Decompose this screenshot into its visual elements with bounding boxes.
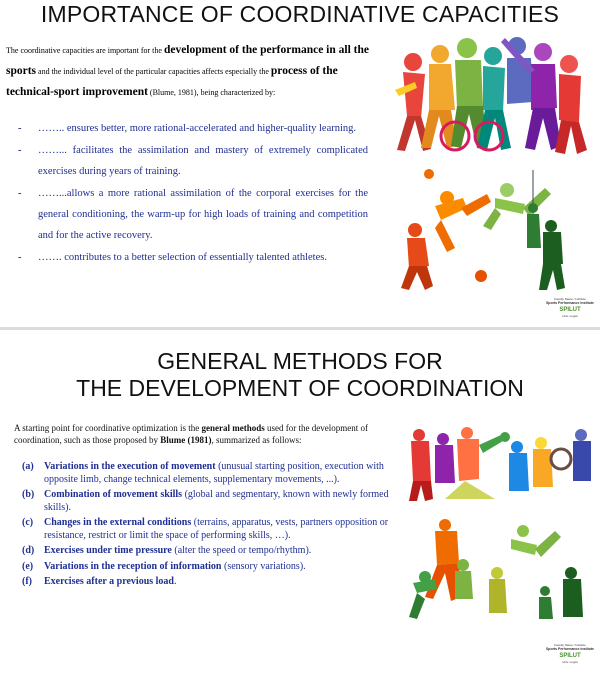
institute-logo: Faculty Name / Institute Sports Performance Institute SPILUT Univ. Logos (545, 297, 595, 318)
bullet-dash: - (18, 252, 22, 263)
list-item (6, 140, 368, 182)
institute-logo: Faculty Name / Institute Sports Performance Institute SPILUT Univ. Logos (545, 643, 595, 664)
athletes-action-illustration (405, 513, 590, 621)
item-label: (d) (22, 545, 35, 556)
bullet-text: ……. contributes to a better selection of essentially talented athletes. (38, 252, 327, 263)
slide-title-line-1: GENERAL METHODS FOR (157, 348, 443, 374)
item-heading: Combination of movement skills (44, 489, 183, 500)
list-item (22, 489, 390, 514)
slide-title-line-2: THE DEVELOPMENT OF COORDINATION (76, 375, 524, 401)
bullet-dash: - (18, 145, 22, 156)
intro-text-1: The coordinative capacities are important for the (6, 46, 164, 55)
item-label: (c) (22, 517, 34, 528)
list-item (22, 576, 390, 589)
athletes-collage-illustration (385, 30, 595, 158)
list-item (6, 118, 368, 139)
intro-bold-1: development of the performance in all the sports (6, 44, 369, 77)
item-detail: (alter the speed or tempo/rhythm). (171, 545, 312, 556)
intro-bold-2: process of the technical-sport improvement (6, 65, 338, 98)
item-detail: (terrains, apparatus, vests, partners opposition or resistance, restrict or limit the space of performing skills, …). (44, 517, 389, 541)
list-item (6, 183, 368, 246)
slide-title: IMPORTANCE OF COORDINATIVE CAPACITIES (40, 1, 560, 27)
intro-bold-2: Blume (1981) (160, 435, 212, 445)
item-detail: (global and segmentary, known with newly formed skills). (44, 489, 389, 513)
bullet-text: ……...allows a more rational assimilation of the corporal exercises for the general conditioning, the warm-up for high loads of training and competition and for the active recovery. (38, 188, 368, 241)
item-label: (f) (22, 576, 32, 587)
intro-paragraph (6, 40, 374, 103)
intro-text-3: (Blume, 1981), being characterized by: (147, 88, 276, 97)
bullet-dash: - (18, 188, 22, 199)
methods-list (22, 461, 390, 592)
intro-text-2: used for the development of coordination, such as those proposed by (14, 423, 368, 445)
list-item (6, 247, 368, 268)
list-item (22, 517, 390, 542)
item-heading: Exercises after a previous load (44, 576, 174, 587)
characteristics-list (6, 118, 368, 269)
item-detail: (sensory variations). (221, 560, 306, 572)
intro-paragraph (14, 422, 386, 446)
item-label: (a) (22, 461, 34, 472)
item-label: (e) (22, 560, 34, 572)
intro-bold-1: general methods (201, 423, 265, 433)
intro-text-1: A starting point for coordinative optimization is the (14, 423, 202, 433)
item-detail: . (174, 576, 177, 587)
athletes-group-illustration (405, 425, 595, 503)
slide-title (0, 348, 600, 402)
list-item (22, 545, 390, 558)
bullet-text: …….. ensures better, more rational-accelerated and higher-quality learning. (38, 123, 357, 134)
slide-importance-coordinative-capacities (0, 0, 600, 327)
intro-text-2: and the individual level of the particular capacities affects especially the (36, 67, 271, 76)
item-heading: Variations in the execution of movement (44, 461, 216, 472)
athletes-jumping-illustration (395, 168, 575, 292)
item-heading: Changes in the external conditions (44, 517, 192, 528)
intro-text-3: , summarized as follows: (211, 435, 302, 445)
slide-general-methods-coordination (0, 330, 600, 675)
item-label: (b) (22, 489, 35, 500)
list-item (22, 461, 390, 486)
bullet-text: ……... facilitates the assimilation and mastery of extremely complicated exercises during years of training. (38, 145, 368, 177)
item-detail: (unusual starting position, execution with opposite limb, change technical elements, supplementary movements, ...). (44, 461, 384, 485)
bullet-dash: - (18, 123, 22, 134)
list-item (22, 561, 390, 574)
item-heading: Variations in the reception of information (44, 560, 222, 572)
item-heading: Exercises under time pressure (44, 545, 172, 556)
